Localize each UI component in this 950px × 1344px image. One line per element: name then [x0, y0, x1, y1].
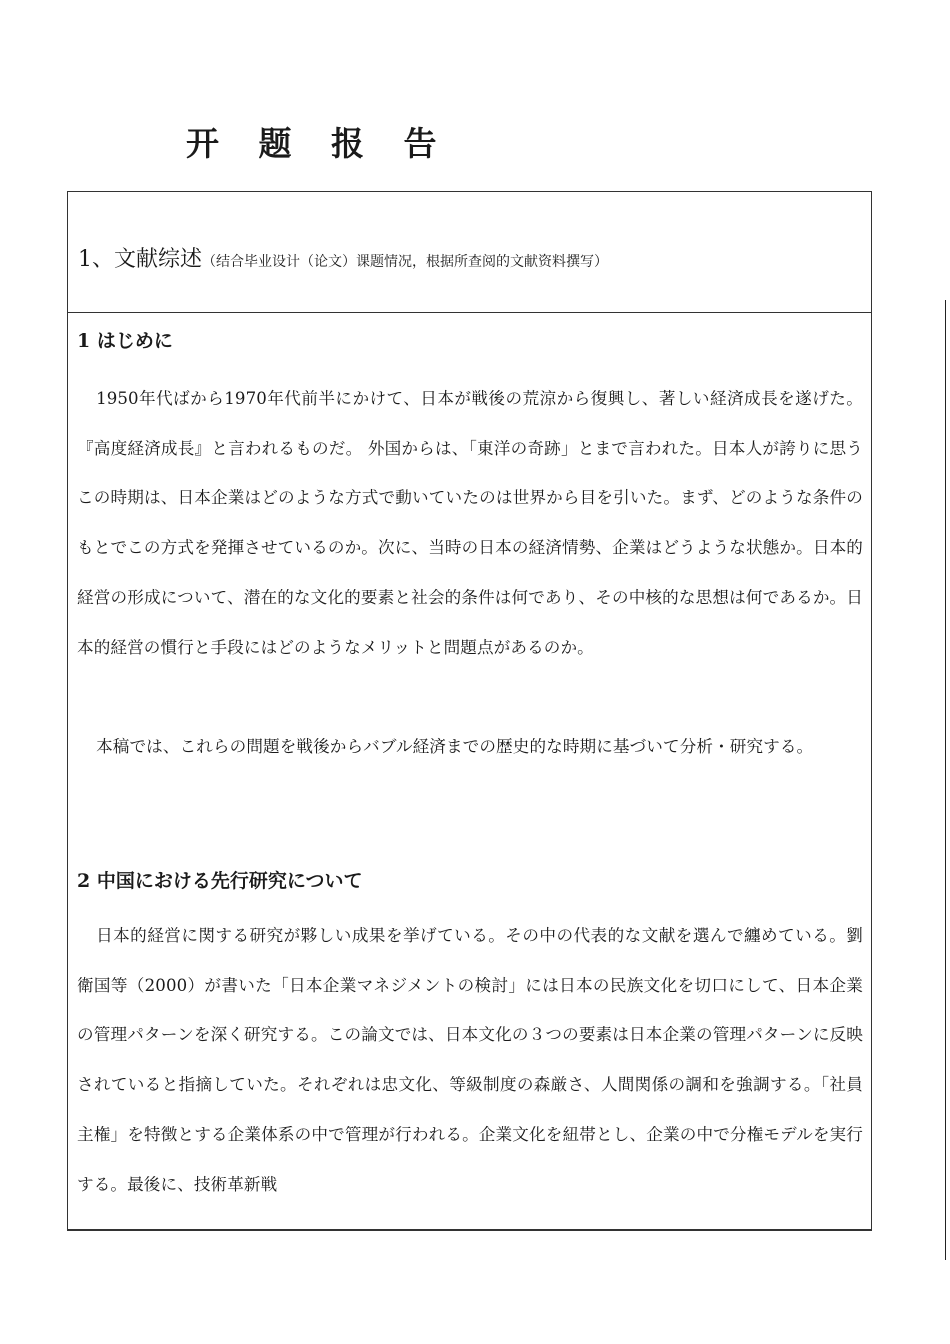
document-title: 开 题 报 告	[186, 124, 451, 163]
paragraph-prior-research-1: 日本的経営に関する研究が夥しい成果を挙げている。その中の代表的な文献を選んで纏めている。劉衛国等（2000）が書いた「日本企業マネジメントの検討」には日本の民族文化を切口にして、日本企業の管理パターンを深く研究する。この論文では、日本文化の３つの要素は日本企業の管理パターンに反映されていると指摘していた。それぞれは忠文化、等級制度の森厳さ、人間関係の調和を強調する。「社員主権」を特徴とする企業体系の中で管理が行われる。企業文化を紐帯とし、企業の中で分権モデルを実行する。最後に、技術革新戦	[77, 926, 863, 1194]
section-heading-prior-research: 2 中国における先行研究について	[77, 870, 363, 892]
section-header	[78, 242, 608, 273]
paragraph-introduction-1: 1950年代ばから1970年代前半にかけて、日本が戦後の荒涼から復興し、著しい経済成長を遂げた。『高度経済成長』と言われるものだ。 外国からは、「東洋の奇跡」とまで言われた。日本人が誇りに思うこの時期は、日本企業はどのような方式で動いていたのは世界から目を引いた。まず、どのような条件のもとでこの方式を発揮させているのか。次に、当時の日本の経済情勢、企業はどうような状態か。日本的経営の形成について、潜在的な文化的要素と社会的条件は何であり、その中核的な思想は何であるか。日本的経営の慣行と手段にはどのようなメリットと問題点があるのか。	[77, 389, 863, 657]
report-table	[67, 191, 872, 1231]
section-heading-introduction: 1 はじめに	[77, 330, 173, 352]
section-header-row	[68, 192, 871, 313]
section-note: （结合毕业设计（论文）课题情况，根据所查阅的文献资料撰写）	[202, 254, 608, 270]
paragraph-introduction-2: 本稿では、これらの問題を戦後からバブル経済までの歴史的な時期に基づいて分析・研究する。	[96, 737, 814, 756]
page-edge-divider	[945, 300, 946, 1260]
section-label: 1、文献综述	[78, 247, 202, 272]
